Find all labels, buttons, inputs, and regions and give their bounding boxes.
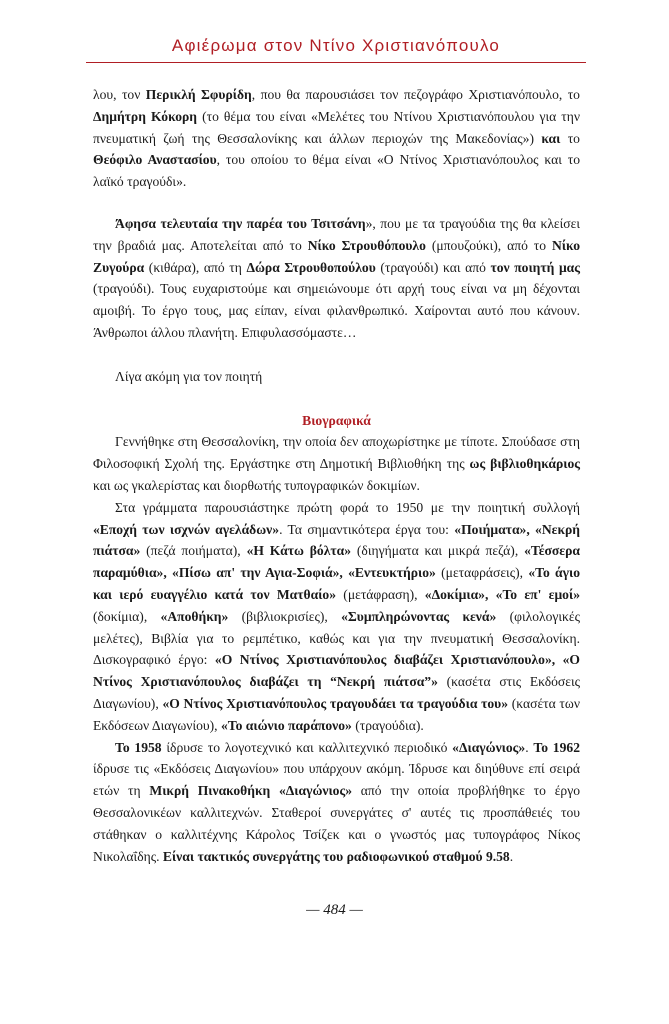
bold-text-run: Περικλή Σφυρίδη: [145, 87, 252, 102]
bold-text-run: «Το αιώνιο παράπονο»: [220, 717, 352, 733]
bold-text-run: Μικρή Πινακοθήκη «Διαγώνιος»: [149, 783, 353, 799]
bold-text-run: «Συμπληρώνοντας κενά»: [341, 608, 497, 624]
paragraph-birth: [93, 431, 580, 496]
bold-text-run: «Τέσσερα παραμύθια», «Πίσω απ' την Αγια-Σοφιά», «Εντευκτήριο»: [93, 543, 580, 581]
text-run: από την οποία προβλήθηκε το έργο Θεσσαλονικέων καλλιτεχνών. Σταθεροί συνεργάτες σ' αυτές τις προσπάθειές του στάθηκαν ο καλλιτέχνης Κάρολος Τσίζεκ και ο γνωστός μας τυπογράφος Νίκος Νικολαΐδης.: [93, 783, 581, 864]
text-run: (φιλολογικές μελέτες), Βιβλία για το ρεμπέτικο, καθώς και για την πνευματική Θεσσαλονίκη. Δισκογραφικό έργο:: [93, 608, 580, 668]
text-run: Λίγα ακόμη για τον ποιητή: [115, 368, 263, 384]
text-run: .: [509, 848, 514, 864]
bold-text-run: «Ποιήματα», «Νεκρή πιάτσα»: [93, 521, 581, 559]
text-run: (μπουζούκι), από το: [425, 237, 553, 253]
text-run: (πεζά ποιήματα),: [140, 543, 247, 559]
paragraph-foundations: [93, 737, 580, 868]
text-run: (δοκίμια),: [93, 608, 161, 624]
bold-text-run: «Δοκίμια», «Το επ' εμοί»: [424, 586, 580, 602]
bold-text-run: «Ο Ντίνος Χριστιανόπουλος τραγουδάει τα τραγούδια του»: [162, 695, 509, 711]
bold-text-run: «Ο Ντίνος Χριστιανόπουλος διαβάζει Χριστιανόπουλο», «Ο Ντίνος Χριστιανόπουλος διαβάζει τη “Νεκρή πιάτσα”»: [93, 652, 580, 690]
bold-text-run: Νίκο Ζυγούρα: [93, 237, 580, 275]
bold-text-run: Δώρα Στρουθοπούλου: [246, 259, 376, 275]
bold-text-run: ως βιβλιοθηκάριος: [469, 456, 580, 472]
text-run: το: [560, 130, 580, 146]
bold-text-run: Θεόφιλο Αναστασίου: [93, 152, 217, 168]
running-header: Αφιέρωμα στον Ντίνο Χριστιανόπουλο: [86, 36, 586, 63]
bold-text-run: Είναι τακτικός συνεργάτης του ραδιοφωνικού σταθμού 9.58: [162, 848, 510, 864]
text-run: (κασέτα στις Εκδόσεις Διαγωνίου),: [93, 674, 580, 711]
body-text: [93, 84, 580, 867]
text-run: λου, τον: [93, 87, 146, 102]
text-run: (κιθάρα), από τη: [144, 259, 247, 275]
text-run: (τραγούδι) και από: [375, 259, 491, 275]
paragraph-speakers: [93, 84, 580, 193]
text-run: Στα γράμματα παρουσιάστηκε πρώτη φορά το 1950 με την ποιητική συλλογή: [115, 499, 580, 515]
paragraph-more-about-poet: [93, 366, 580, 388]
text-run: (το θέμα του είναι «Μελέτες του Ντίνου Χριστιανόπουλου για την πνευματική ζωή της Θεσσαλονίκης και άλλων περιοχών της Μακεδονίας»): [93, 108, 580, 146]
text-run: .: [525, 739, 534, 755]
bold-text-run: «Το άγιο και ιερό ευαγγέλιο κατά τον Ματθαίο»: [93, 565, 581, 602]
text-run: Γεννήθηκε στη Θεσσαλονίκη, την οποία δεν αποχωρίστηκε με τίποτε. Σπούδασε στη Φιλοσοφική Σχολή της. Εργάστηκε στη Δημοτική Βιβλιοθήκη της: [93, 434, 580, 472]
text-run: (τραγούδια).: [351, 717, 424, 733]
paragraph-works: [93, 497, 580, 737]
text-run: . Τα σημαντικότερα έργα του:: [279, 521, 455, 537]
paragraph-tsitsanis-group: [93, 213, 580, 344]
bold-text-run: «Εποχή των ισχνών αγελάδων»: [93, 521, 280, 537]
text-run: », που με τα τραγούδια της θα κλείσει την βραδιά μας. Αποτελείται από το: [93, 215, 580, 253]
text-run: (βιβλιοκρισίες),: [228, 608, 342, 624]
text-run: (διηγήματα και μικρά πεζά),: [351, 543, 525, 559]
text-run: ίδρυσε τις «Εκδόσεις Διαγωνίου» που υπάρχουν ακόμη. Ίδρυσε και διηύθυνε επί σειρά ετών τη: [93, 761, 580, 799]
text-run: (κασέτα των Εκδόσεων Διαγωνίου),: [93, 695, 580, 733]
section-title-biography: Βιογραφικά: [302, 412, 371, 428]
text-run: ίδρυσε το λογοτεχνικό και καλλιτεχνικό περιοδικό: [161, 739, 453, 755]
bold-text-run: «Διαγώνιος»: [452, 739, 526, 755]
bold-text-run: Το 1962: [533, 739, 580, 755]
text-run: (μεταφράσεις),: [435, 565, 529, 581]
text-run: , του οποίου το θέμα είναι «Ο Ντίνος Χριστιανόπουλος και το λαϊκό τραγούδι».: [93, 152, 580, 190]
bold-text-run: «Η Κάτω βόλτα»: [246, 543, 352, 559]
bold-text-run: και: [541, 130, 561, 146]
bold-text-run: τον ποιητή μας: [490, 259, 580, 275]
bold-text-run: Δημήτρη Κόκορη: [93, 108, 198, 124]
bold-text-run: Το 1958: [115, 739, 162, 755]
text-run: , που θα παρουσιάσει τον πεζογράφο Χριστιανόπουλο, το: [251, 87, 580, 102]
bold-text-run: Νίκο Στρουθόπουλο: [307, 237, 426, 253]
page-number: — 484 —: [306, 902, 363, 918]
bold-text-run: «Αποθήκη»: [160, 608, 229, 624]
text-run: (τραγούδι). Τους ευχαριστούμε και σημειώνουμε ότι αρχή τους είναι να μη δέχονται αμοιβή. Το έργο τους, μας είπαν, είναι φιλανθρωπικό. Χαίρονται αυτό που κάνουν. Άνθρωποι άλλου πλανήτη. Επιφυλασσόμαστε…: [93, 281, 580, 340]
text-run: (μετάφραση),: [336, 586, 425, 602]
text-run: και ως γκαλερίστας και διορθωτής τυπογραφικών δοκιμίων.: [93, 477, 420, 493]
bold-text-run: Άφησα τελευταία την παρέα του Τσιτσάνη: [115, 215, 366, 231]
